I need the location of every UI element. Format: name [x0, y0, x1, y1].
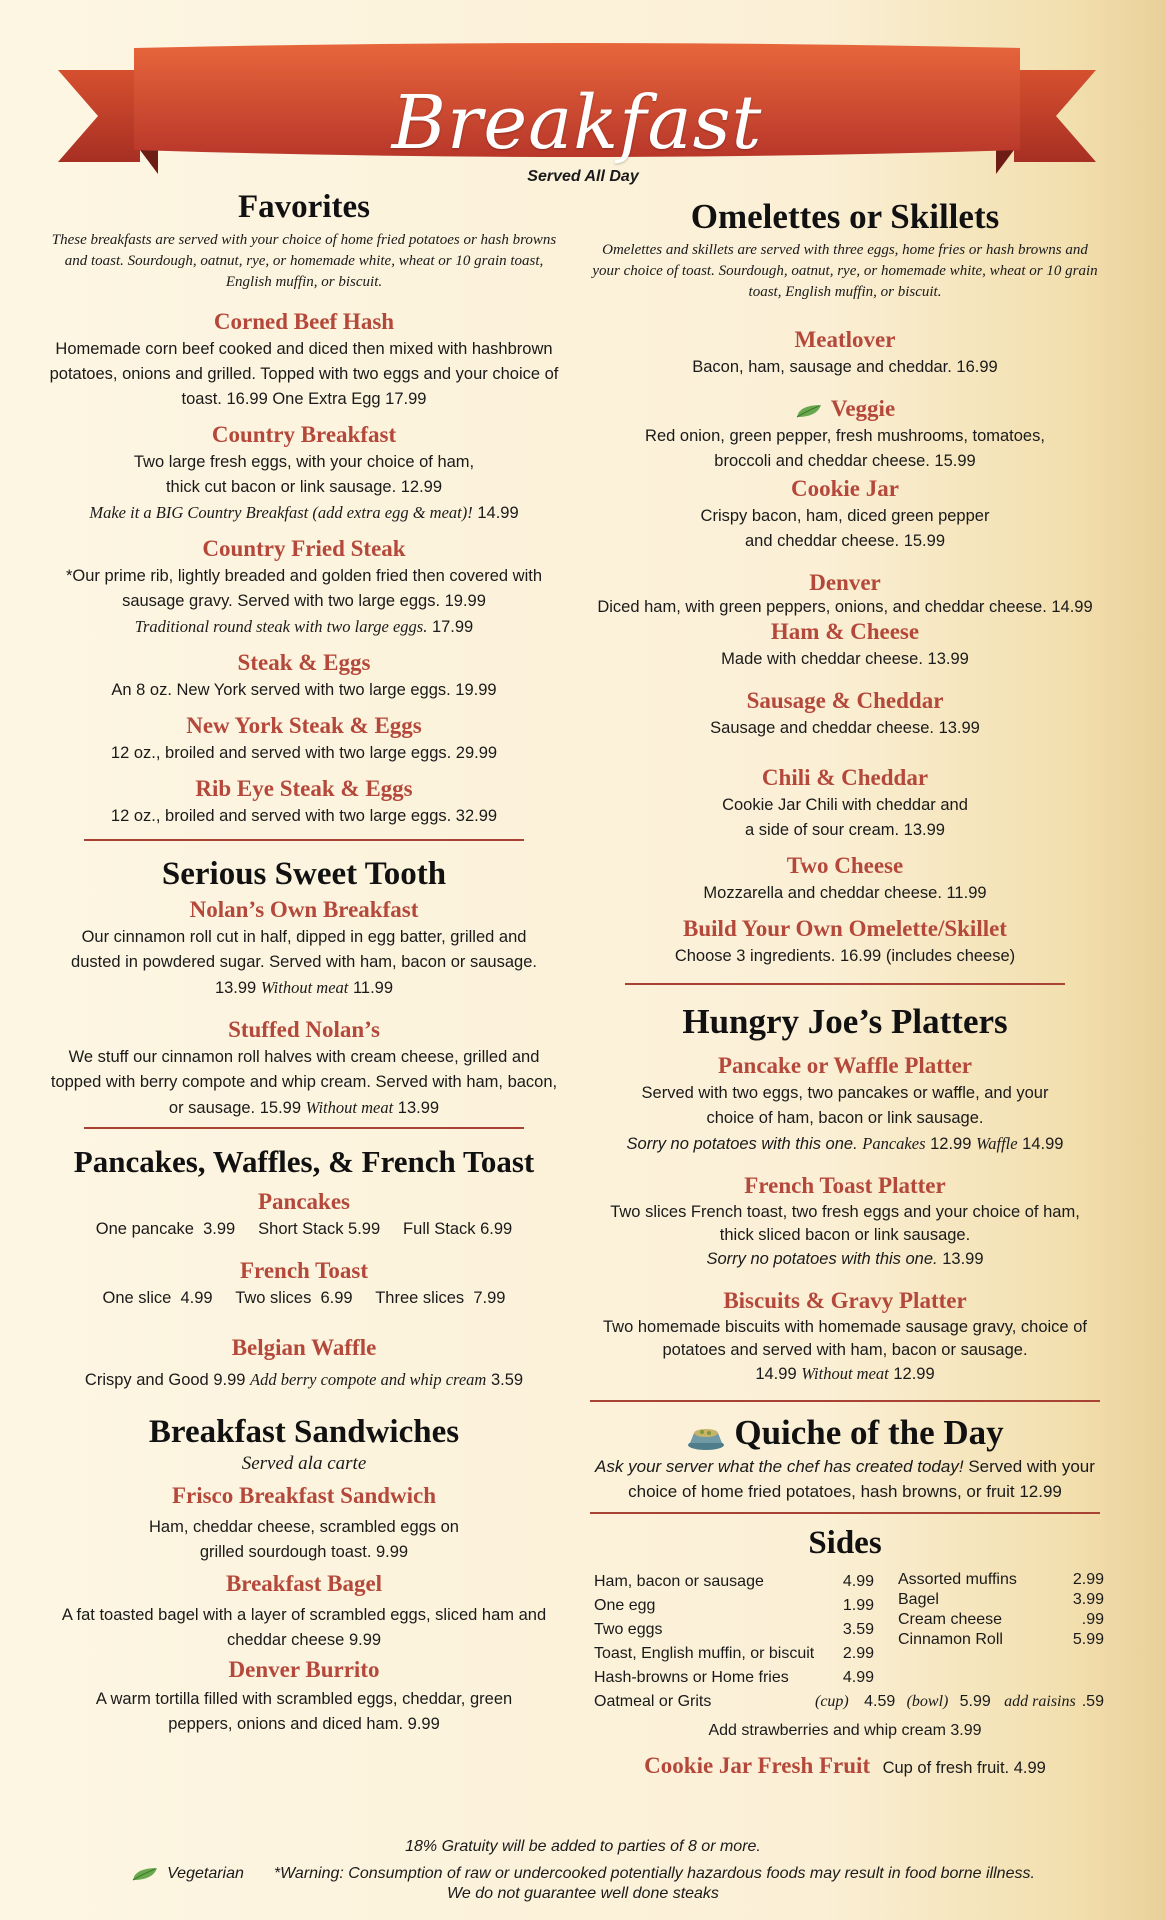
favorites-intro: These breakfasts are served with your choice of home fried potatoes or hash browns and toast. Sourdough, oatnut, rye, or homemade white, wheat or 10 grain toast, English muffin, or biscuit.: [51, 232, 557, 290]
item-name: Biscuits & Gravy Platter: [723, 1288, 967, 1313]
side-price: 3.99: [1072, 1591, 1104, 1608]
item-name: Two Cheese: [786, 853, 904, 878]
item-desc: Diced ham, with green peppers, onions, and cheddar cheese. 14.99: [597, 598, 1093, 616]
side-row: [594, 1594, 874, 1618]
item-desc: Made with cheddar cheese. 13.99: [721, 650, 969, 668]
leaf-icon: [131, 1866, 159, 1882]
sides-list: [590, 1570, 1104, 1720]
quiche-text: Served with your choice of home fried potatoes, hash browns, or fruit 12.99: [628, 1457, 1095, 1501]
side-row: [898, 1610, 1104, 1630]
alt-text: Without meat: [305, 1098, 394, 1117]
item-desc: *Our prime rib, lightly breaded and golden fried then covered with sausage gravy. Served with two large eggs. 19.99: [65, 567, 543, 610]
item-name: Pancakes: [258, 1189, 350, 1214]
side-price: 2.99: [1072, 1571, 1104, 1588]
waffle-price: 14.99: [1022, 1135, 1064, 1153]
item-name: French Toast: [239, 1258, 369, 1283]
item-name: Nolan’s Own Breakfast: [189, 897, 419, 922]
right-column: [590, 196, 1104, 1781]
quiche-desc: [590, 1454, 1100, 1504]
item-name: Sausage & Cheddar: [746, 688, 944, 713]
leaf-icon: [795, 403, 823, 419]
item-name: French Toast Platter: [744, 1173, 946, 1198]
sides-title: Sides: [808, 1525, 882, 1561]
alt-price: 11.99: [352, 979, 394, 997]
side-label: Two eggs: [594, 1621, 663, 1638]
item-name: Belgian Waffle: [231, 1335, 377, 1360]
waffle-label: Waffle: [976, 1134, 1018, 1153]
section-divider: [84, 1127, 524, 1129]
raisins-price: .59: [1081, 1693, 1104, 1710]
side-row: [594, 1618, 874, 1642]
price: 14.99: [755, 1365, 797, 1383]
item-desc: One slice 4.99 Two slices 6.99 Three slices 7.99: [102, 1289, 506, 1307]
sides-right: [898, 1570, 1104, 1650]
item-name: Meatlover: [794, 327, 896, 352]
item-name: Rib Eye Steak & Eggs: [195, 776, 413, 801]
quiche-heading: [590, 1412, 1100, 1454]
item-extra: [590, 1131, 1100, 1157]
item-desc: An 8 oz. New York served with two large eggs. 19.99: [111, 681, 497, 699]
extra-text: Traditional round steak with two large eggs.: [134, 617, 428, 636]
extra-price: 17.99: [431, 618, 474, 636]
fruit-desc: Cup of fresh fruit. 4.99: [882, 1759, 1046, 1777]
item-extra: [40, 614, 568, 640]
item-desc: 12 oz., broiled and served with two large eggs. 32.99: [110, 807, 498, 825]
side-label: One egg: [594, 1597, 656, 1614]
side-row: [898, 1570, 1104, 1590]
item-name: Chili & Cheddar: [761, 765, 929, 790]
side-row: [594, 1666, 874, 1690]
side-label: Bagel: [898, 1591, 939, 1608]
item-name-veggie: [590, 394, 1100, 424]
pancakes-price: 12.99: [930, 1135, 972, 1153]
alt-text: Without meat: [801, 1364, 889, 1383]
title-banner: [58, 42, 1096, 187]
raisins-label: add raisins: [1004, 1693, 1076, 1710]
page-title: Breakfast: [391, 80, 763, 166]
desc-text: Our cinnamon roll cut in half, dipped in egg batter, grilled and dusted in powdered sugar. Served with ham, bacon or sausage. 13.99: [71, 928, 537, 997]
item-name: Ham & Cheese: [770, 619, 920, 644]
pancakes-label: Pancakes: [862, 1134, 926, 1153]
section-divider: [590, 1512, 1100, 1514]
side-price: 4.99: [842, 1669, 874, 1686]
note-text: Sorry no potatoes with this one.: [706, 1250, 938, 1268]
item-desc: Choose 3 ingredients. 16.99 (includes cheese): [674, 947, 1016, 965]
item-desc: A warm tortilla filled with scrambled eggs, cheddar, green peppers, onions and diced ham. 9.99: [95, 1690, 513, 1733]
item-name: Build Your Own Omelette/Skillet: [683, 916, 1007, 941]
item-desc: Two large fresh eggs, with your choice of ham, thick cut bacon or link sausage. 12.99: [133, 453, 475, 496]
item-name: Country Breakfast: [211, 422, 397, 447]
side-label: Cream cheese: [898, 1611, 1003, 1628]
item-name: New York Steak & Eggs: [186, 713, 422, 738]
item-name: Pancake or Waffle Platter: [718, 1053, 972, 1078]
side-label: Toast, English muffin, or biscuit: [594, 1645, 815, 1662]
platters-title: Hungry Joe’s Platters: [682, 1002, 1008, 1041]
item-desc: 12 oz., broiled and served with two large eggs. 29.99: [110, 744, 498, 762]
oatmeal-label: Oatmeal or Grits: [594, 1693, 712, 1710]
item-extra: [590, 1362, 1100, 1386]
note-text: Sorry no potatoes with this one.: [626, 1135, 858, 1153]
warning-text: *Warning: Consumption of raw or undercooked potentially hazardous foods may result in food borne illness.: [273, 1865, 1035, 1882]
item-desc: [40, 925, 568, 1001]
side-label: Assorted muffins: [898, 1571, 1017, 1588]
gratuity-note: 18% Gratuity will be added to parties of 8 or more.: [405, 1838, 761, 1855]
fresh-fruit: [590, 1751, 1100, 1781]
item-extra: [40, 500, 568, 526]
extra-text: Make it a BIG Country Breakfast (add extra egg & meat)!: [89, 503, 473, 522]
item-desc: Mozzarella and cheddar cheese. 11.99: [703, 884, 987, 902]
item-name: Steak & Eggs: [237, 650, 371, 675]
item-desc: Homemade corn beef cooked and diced then mixed with hashbrown potatoes, onions and grilled. Topped with two eggs and your choice of toast. 16.99 One Extra Egg 17.99: [49, 340, 559, 408]
cup-price: 4.59: [864, 1693, 896, 1710]
item-desc: Crispy bacon, ham, diced green pepper and cheddar cheese. 15.99: [700, 507, 990, 550]
item-desc: Cookie Jar Chili with cheddar and a side of sour cream. 13.99: [722, 796, 968, 839]
item-name: Denver Burrito: [228, 1657, 380, 1682]
side-row: [594, 1570, 874, 1594]
item-name: Cookie Jar: [791, 476, 899, 501]
sandwiches-title: Breakfast Sandwiches: [148, 1414, 460, 1450]
item-desc: Sausage and cheddar cheese. 13.99: [710, 719, 980, 737]
side-price: 1.99: [842, 1597, 874, 1614]
item-name: Breakfast Bagel: [225, 1571, 383, 1596]
alt-price: 13.99: [397, 1099, 440, 1117]
sides-left: [594, 1570, 874, 1690]
side-row: [594, 1642, 874, 1666]
quiche-icon: [686, 1421, 726, 1451]
item-name: Denver: [809, 570, 881, 595]
item-desc: Two slices French toast, two fresh eggs and your choice of ham, thick sliced bacon or link sausage.: [610, 1203, 1080, 1244]
omelettes-title: Omelettes or Skillets: [690, 197, 1000, 236]
cup-label: (cup): [814, 1693, 849, 1710]
item-desc: Red onion, green pepper, fresh mushrooms, tomatoes, broccoli and cheddar cheese. 15.99: [645, 427, 1045, 470]
left-column: [40, 186, 568, 1737]
side-row: [898, 1630, 1104, 1650]
desc-text: Crispy and Good 9.99: [84, 1371, 246, 1389]
side-price: .99: [1081, 1611, 1104, 1628]
item-desc: One pancake 3.99 Short Stack 5.99 Full Stack 6.99: [95, 1220, 513, 1238]
section-divider: [84, 839, 524, 841]
item-desc: Two homemade biscuits with homemade sausage gravy, choice of potatoes and served with ham, bacon or sausage.: [603, 1318, 1087, 1359]
quiche-title: Quiche of the Day: [734, 1413, 1004, 1452]
bowl-label: (bowl): [906, 1693, 949, 1710]
side-label: Cinnamon Roll: [898, 1631, 1003, 1648]
item-name: Frisco Breakfast Sandwich: [171, 1483, 437, 1508]
item-desc: [40, 1367, 568, 1393]
oatmeal-row: [594, 1690, 1104, 1714]
item-name: Country Fried Steak: [202, 536, 406, 561]
alt-price: 12.99: [893, 1365, 935, 1383]
side-label: Ham, bacon or sausage: [594, 1573, 764, 1590]
omelettes-intro: Omelettes and skillets are served with three eggs, home fries or hash browns and your choice of toast. Sourdough, oatnut, rye, or homemade white, wheat or 10 grain toast, English muffin, or biscuit.: [592, 242, 1098, 300]
pancakes-title: Pancakes, Waffles, & French Toast: [73, 1144, 535, 1179]
veggie-label: Veggie: [830, 396, 896, 421]
alt-price: 3.59: [490, 1371, 524, 1389]
item-extra: [590, 1247, 1100, 1272]
alt-text: Add berry compote and whip cream: [250, 1370, 487, 1389]
side-price: 5.99: [1072, 1631, 1104, 1648]
item-name: Corned Beef Hash: [213, 309, 395, 334]
footer-warning-line: [0, 1865, 1166, 1883]
desc-text: We stuff our cinnamon roll halves with cream cheese, grilled and topped with berry compote and whip cream. Served with ham, bacon, or sausage. 15.99: [50, 1048, 558, 1117]
bowl-price: 5.99: [959, 1693, 991, 1710]
side-price: 4.99: [842, 1573, 874, 1590]
item-desc: Bacon, ham, sausage and cheddar. 16.99: [692, 358, 998, 376]
section-divider: [625, 983, 1065, 985]
steaks-note: We do not guarantee well done steaks: [447, 1885, 719, 1902]
side-row: [898, 1590, 1104, 1610]
extra-price: 14.99: [477, 504, 519, 522]
section-divider: [590, 1400, 1100, 1402]
item-desc: A fat toasted bagel with a layer of scrambled eggs, sliced ham and cheddar cheese 9.99: [61, 1606, 547, 1649]
side-price: 2.99: [842, 1645, 874, 1662]
sandwiches-subtitle: Served ala carte: [241, 1453, 367, 1474]
item-desc: Ham, cheddar cheese, scrambled eggs on grilled sourdough toast. 9.99: [148, 1518, 459, 1561]
sweet-title: Serious Sweet Tooth: [161, 856, 447, 892]
vegetarian-legend: Vegetarian: [167, 1865, 244, 1882]
item-name: Stuffed Nolan’s: [228, 1017, 380, 1042]
alt-text: Without meat: [260, 978, 349, 997]
strawberries-addon: Add strawberries and whip cream 3.99: [708, 1722, 982, 1739]
side-price: 3.59: [842, 1621, 874, 1638]
served-all-day: Served All Day: [527, 168, 639, 185]
note-price: 13.99: [942, 1250, 984, 1268]
item-desc: [40, 1045, 568, 1121]
favorites-title: Favorites: [238, 189, 370, 225]
side-label: Hash-browns or Home fries: [594, 1669, 789, 1686]
item-desc: Served with two eggs, two pancakes or waffle, and your choice of ham, bacon or link sausage.: [641, 1084, 1049, 1127]
quiche-lead: Ask your server what the chef has created today!: [595, 1457, 964, 1476]
fruit-name: Cookie Jar Fresh Fruit: [644, 1753, 871, 1778]
